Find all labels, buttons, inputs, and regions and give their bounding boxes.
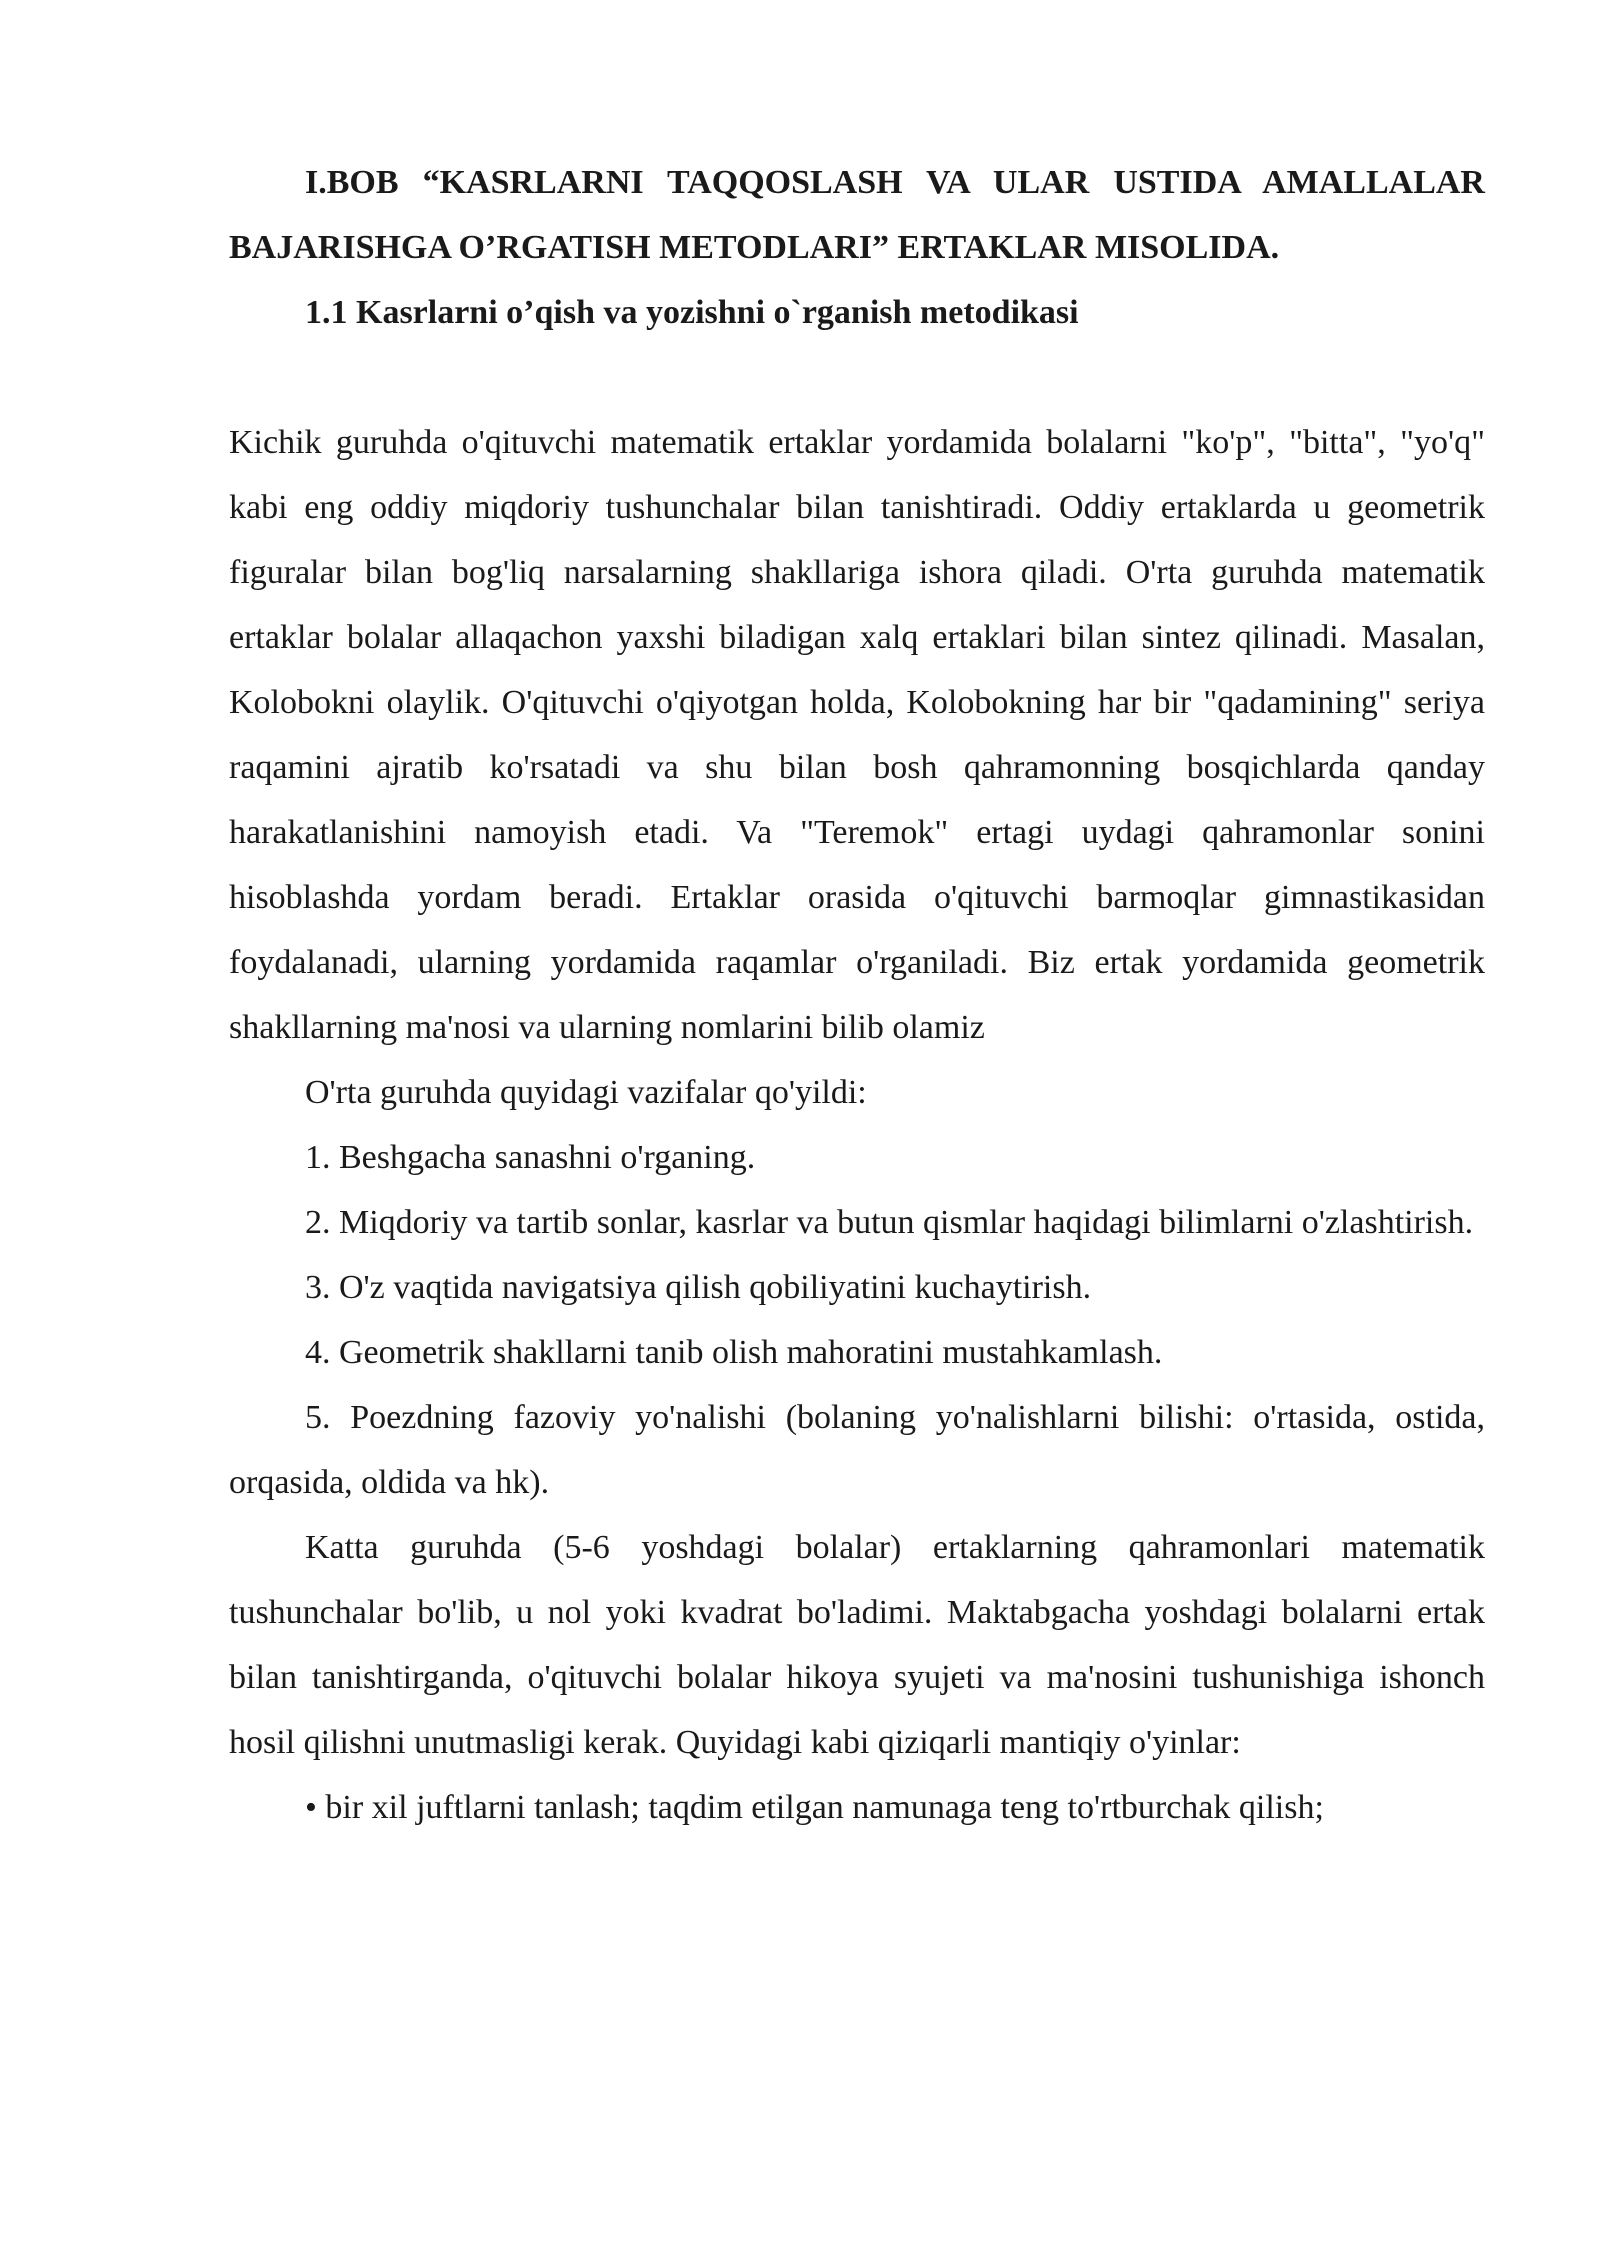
- document-page: [229, 150, 1485, 1840]
- task-item-3: 3. O'z vaqtida navigatsiya qilish qobiliyatini kuchaytirish.: [305, 1269, 1092, 1306]
- bullet-item-1: • bir xil juftlarni tanlash; taqdim etilgan namunaga teng to'rtburchak qilish;: [305, 1789, 1324, 1826]
- paragraph-older-group: Katta guruhda (5-6 yoshdagi bolalar) ertaklarning qahramonlari matematik tushunchalar bo'lib, u nol yoki kvadrat bo'ladimi. Maktabgacha yoshdagi bolalarni ertak bilan tanishtirganda, o'qituvchi bolalar hikoya syujeti va ma'nosini tushunishiga ishonch hosil qilishni unutmasligi kerak. Quyidagi kabi qiziqarli mantiqiy o'yinlar:: [229, 1529, 1485, 1761]
- paragraph-intro: Kichik guruhda o'qituvchi matematik ertaklar yordamida bolalarni "ko'p", "bitta", "yo'q" kabi eng oddiy miqdoriy tushunchalar bilan tanishtiradi. Oddiy ertaklarda u geometrik figuralar bilan bog'liq narsalarning shakllariga ishora qiladi. O'rta guruhda matematik ertaklar bolalar allaqachon yaxshi biladigan xalq ertaklari bilan sintez qilinadi. Masalan, Kolobokni olaylik. O'qituvchi o'qiyotgan holda, Kolobokning har bir "qadamining" seriya raqamini ajratib ko'rsatadi va shu bilan bosh qahramonning bosqichlarda qanday harakatlanishini namoyish etadi. Va "Teremok" ertagi uydagi qahramonlar sonini hisoblashda yordam beradi. Ertaklar orasida o'qituvchi barmoqlar gimnastikasidan foydalanadi, ularning yordamida raqamlar o'rganiladi. Biz ertak yordamida geometrik shakllarning ma'nosi va ularning nomlarini bilib olamiz: [229, 424, 1485, 1046]
- task-item-1: 1. Beshgacha sanashni o'rganing.: [305, 1139, 756, 1176]
- chapter-title: I.BOB “KASRLARNI TAQQOSLASH VA ULAR USTIDA AMALLALAR BAJARISHGA O’RGATISH METODLARI” ERTAKLAR MISOLIDA.: [229, 164, 1485, 266]
- tasks-intro: O'rta guruhda quyidagi vazifalar qo'yildi:: [305, 1074, 867, 1111]
- task-item-4: 4. Geometrik shakllarni tanib olish mahoratini mustahkamlash.: [305, 1334, 1163, 1371]
- task-item-2: 2. Miqdoriy va tartib sonlar, kasrlar va butun qismlar haqidagi bilimlarni o'zlashtirish.: [305, 1204, 1474, 1241]
- task-item-5: 5. Poezdning fazoviy yo'nalishi (bolaning yo'nalishlarni bilishi: o'rtasida, ostida, orqasida, oldida va hk).: [229, 1399, 1485, 1501]
- section-title: 1.1 Kasrlarni o’qish va yozishni o`rganish metodikasi: [305, 294, 1079, 331]
